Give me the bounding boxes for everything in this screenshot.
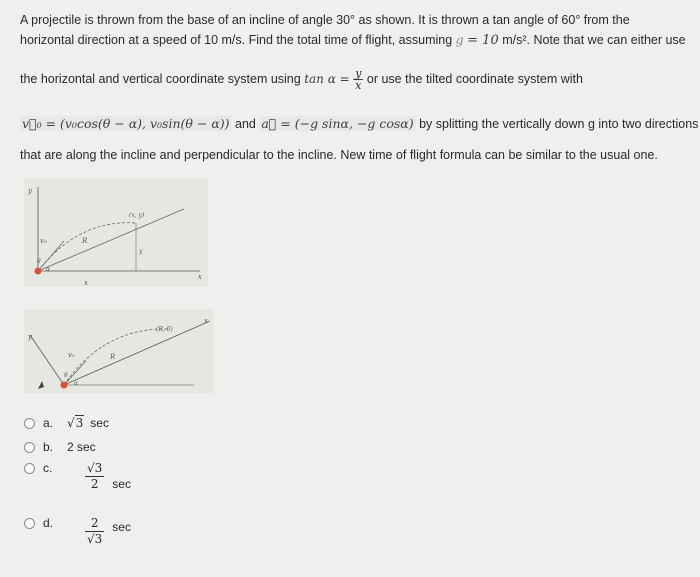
option-c-numerator: √3 xyxy=(87,461,103,475)
fig1-y-axis-label: y xyxy=(28,187,32,195)
tan-numerator: y xyxy=(355,67,362,81)
option-d-fraction xyxy=(85,516,104,547)
option-d-denominator: √3 xyxy=(87,532,103,546)
question-line-4-text: by splitting the vertically down g into two directions xyxy=(419,117,699,131)
option-d-unit: sec xyxy=(112,520,131,534)
and-text: and xyxy=(235,117,256,131)
tan-expression: tan α = xyxy=(304,72,350,86)
fig1-alpha-label: α xyxy=(46,266,51,273)
a-vector-expression: a⃗ = (−g sinα, −g cosα) xyxy=(261,116,414,131)
g-unit-text: m/s². Note that we can either use xyxy=(502,33,686,47)
fig1-y-height-label: y xyxy=(139,248,143,255)
fig2-R-label: R xyxy=(110,353,116,361)
fig2-point-label: (R, 0) xyxy=(156,326,173,333)
option-d-radio[interactable] xyxy=(24,518,35,529)
question-line-3 xyxy=(20,67,583,91)
question-line-2-text: horizontal direction at a speed of 10 m/s. Find the total time of flight, assuming xyxy=(20,33,453,47)
option-d-numerator: 2 xyxy=(85,516,104,532)
fig1-x-distance-label: x xyxy=(84,279,88,287)
fig1-R-label: R xyxy=(82,237,88,245)
fig2-x-axis-label: x xyxy=(204,317,208,325)
option-b-radio[interactable] xyxy=(24,442,35,453)
gravity-arrow-icon xyxy=(38,381,44,389)
fig1-v0-label: v₀ xyxy=(40,237,47,245)
v0-vector-expression: v⃗₀ = (v₀cos(θ − α), v₀sin(θ − α)) xyxy=(22,116,230,131)
launch-point-icon-2 xyxy=(61,382,68,389)
question-line-3-text-b: or use the tilted coordinate system with xyxy=(366,72,583,86)
fig2-y-axis-label: y xyxy=(28,333,32,341)
fig2-alpha-label: α xyxy=(74,380,79,387)
question-line-1: A projectile is thrown from the base of an incline of angle 30° as shown. It is thrown a tan angle of 60° from the xyxy=(20,13,630,27)
option-a-radicand: 3 xyxy=(75,416,84,430)
launch-point-icon xyxy=(35,268,42,275)
option-c-letter: c. xyxy=(43,461,53,475)
option-a-unit: sec xyxy=(90,416,109,430)
option-d-letter: d. xyxy=(43,516,54,530)
option-a-value: √3 xyxy=(67,416,84,430)
option-d[interactable] xyxy=(24,516,131,547)
option-c[interactable] xyxy=(24,461,131,492)
question-line-2 xyxy=(20,31,686,50)
g-value: = 10 xyxy=(467,33,499,48)
option-c-unit: sec xyxy=(112,477,131,491)
fig1-point-label: (x, y) xyxy=(129,212,145,219)
question-line-4 xyxy=(20,115,698,133)
option-c-fraction xyxy=(85,461,104,492)
option-b[interactable] xyxy=(24,440,96,454)
option-a-letter: a. xyxy=(43,416,54,430)
fig1-theta-label: θ xyxy=(37,258,41,265)
figure-1-diagram xyxy=(24,179,208,287)
fig1-x-axis-label: x xyxy=(198,273,202,281)
figure-tilted-coordinates xyxy=(24,309,214,393)
option-c-denominator: 2 xyxy=(90,477,99,491)
question-line-3-text: the horizontal and vertical coordinate system using xyxy=(20,72,301,86)
tan-fraction xyxy=(353,68,363,91)
tan-denominator: x xyxy=(355,79,362,93)
option-b-letter: b. xyxy=(43,440,54,454)
question-line-5: that are along the incline and perpendicular to the incline. New time of flight formula can be similar to the usual one. xyxy=(20,148,658,162)
option-b-value: 2 sec xyxy=(67,440,96,454)
fig2-theta-label: θ xyxy=(64,372,68,379)
figure-horizontal-coordinates xyxy=(24,179,208,287)
g-symbol: g xyxy=(455,32,464,47)
option-a[interactable] xyxy=(24,416,109,430)
fig2-v0-label: v₀ xyxy=(68,351,75,359)
option-c-radio[interactable] xyxy=(24,463,35,474)
option-a-radio[interactable] xyxy=(24,418,35,429)
figure-2-diagram xyxy=(24,309,214,393)
